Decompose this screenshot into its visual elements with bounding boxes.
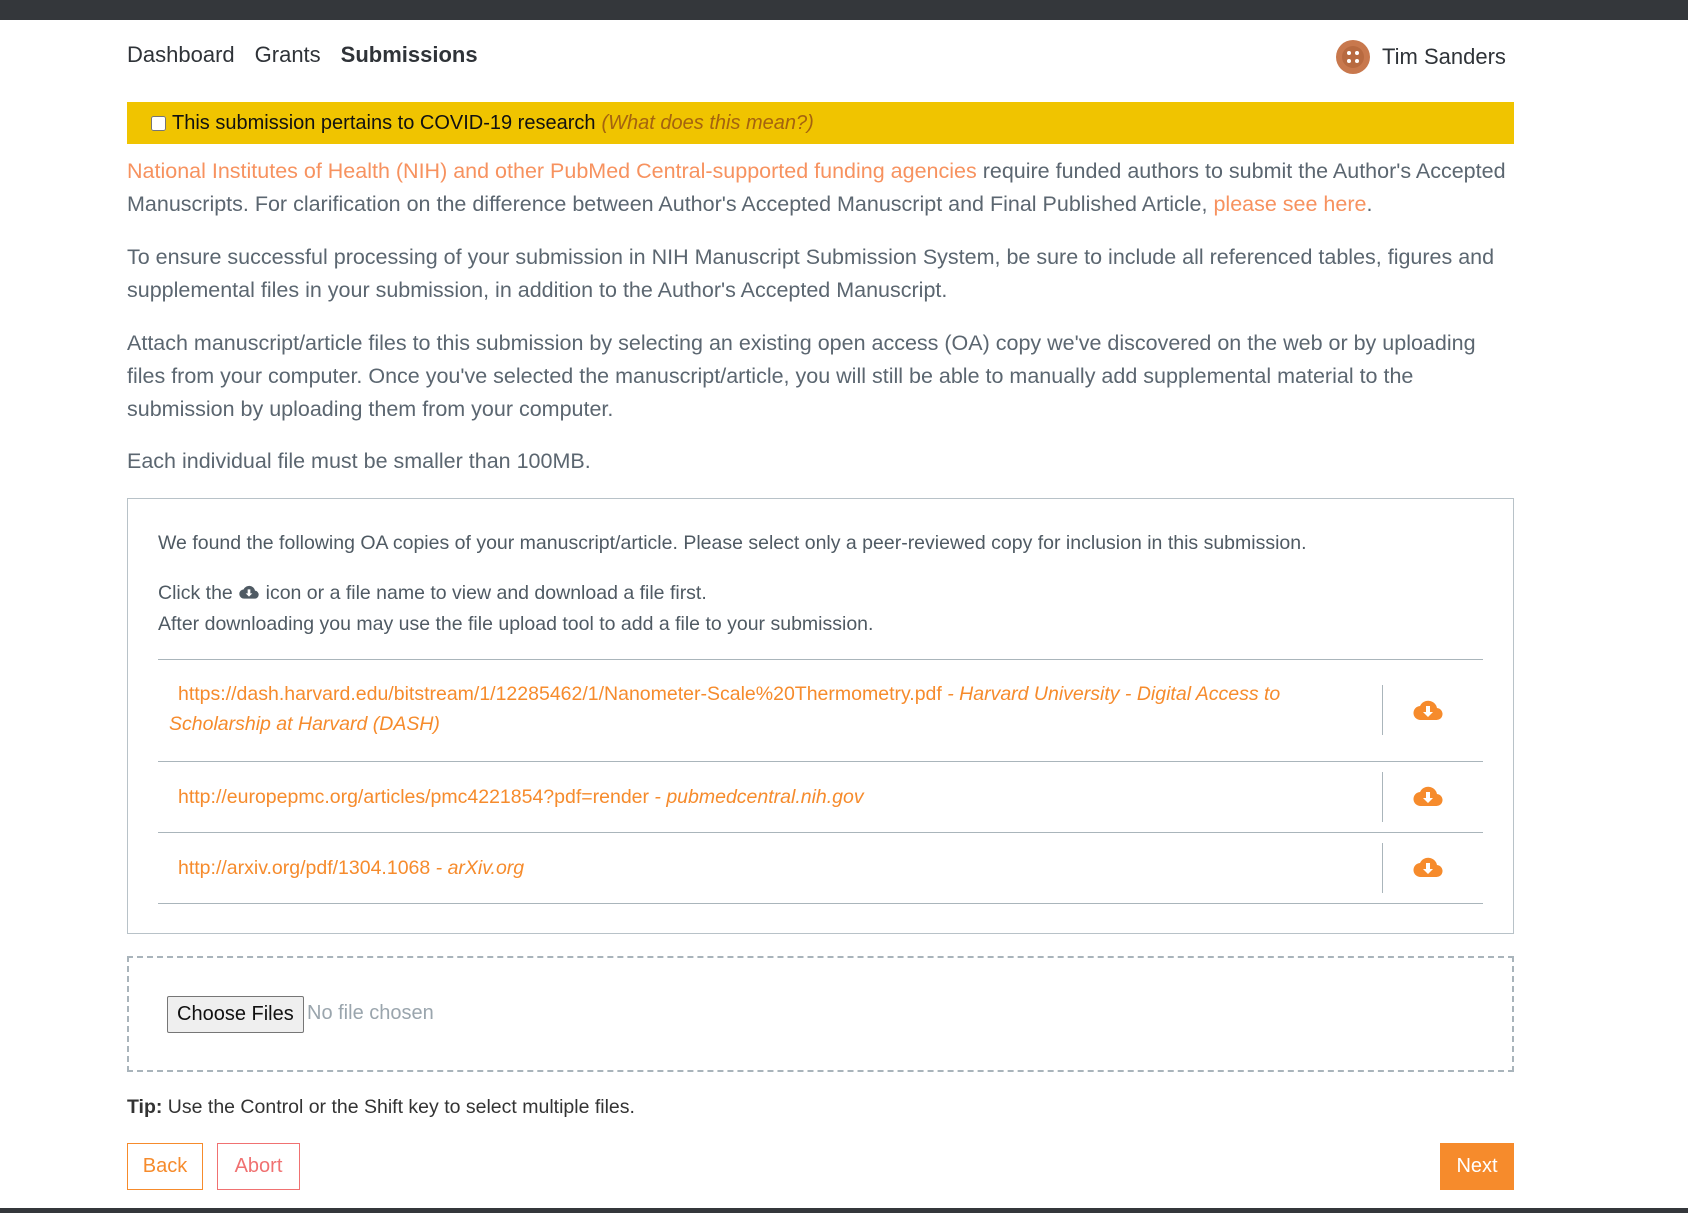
choose-files-button[interactable]: Choose Files [167,996,304,1033]
file-drop-zone[interactable] [127,956,1514,1072]
user-menu[interactable] [1334,38,1506,76]
intro-end: . [1366,192,1373,216]
nih-link[interactable]: National Institutes of Health (NIH) and other PubMed Central-supported funding agencies [127,159,977,183]
file-status: No file chosen [307,1002,434,1024]
tip-text [127,1096,635,1119]
abort-button[interactable]: Abort [217,1143,300,1190]
cloud-download-icon[interactable] [1413,784,1443,808]
oa-file-row [158,660,1483,761]
covid-banner [127,102,1514,144]
covid-checkbox[interactable] [151,116,166,131]
bottom-bar [0,1208,1688,1213]
top-bar [0,0,1688,20]
nav-submissions[interactable]: Submissions [340,42,478,67]
oa-click-text [158,582,707,605]
file-size-note: Each individual file must be smaller than 100MB. [127,449,591,473]
intro-paragraph-3: Attach manuscript/article files to this submission by selecting an existing open access (OA) copy we've discovered on the web or by uploading files from your computer. Once you've selected the manuscript/article, you will still be able to manually add supplemental material to the submission by uploading them from your computer. [127,331,1476,421]
nav-grants[interactable]: Grants [254,42,321,67]
tip-label: Tip: [127,1096,163,1118]
oa-file-link[interactable]: https://dash.harvard.edu/bitstream/1/12285462/1/Nanometer-Scale%20Thermometry.pdf - Harvard University - Digital Access to Scholarship at Harvard (DASH) [169,683,1281,735]
divider [158,903,1483,904]
cloud-download-icon [238,584,260,600]
oa-file-link[interactable]: http://europepmc.org/articles/pmc4221854?pdf=render - pubmedcentral.nih.gov [178,786,864,808]
oa-file-row [158,762,1483,832]
main-nav [127,42,478,68]
separator [1382,685,1383,735]
covid-label: This submission pertains to COVID-19 research [172,111,596,134]
intro-text: require funded authors to submit the Author's Accepted Manuscripts. For clarification on the difference between Author's Accepted Manuscript and Final Published Article, [127,159,1506,216]
avatar-icon [1334,38,1372,76]
covid-help-link[interactable]: (What does this mean?) [601,111,814,134]
oa-file-link[interactable]: http://arxiv.org/pdf/1304.1068 - arXiv.org [178,857,525,879]
intro-paragraph-1 [127,155,1517,221]
see-here-link[interactable]: please see here [1213,192,1367,216]
oa-copies-panel [127,498,1514,934]
oa-found-text: We found the following OA copies of your manuscript/article. Please select only a peer-reviewed copy for inclusion in this submission. [158,532,1307,554]
back-button[interactable]: Back [127,1143,203,1190]
cloud-download-icon[interactable] [1413,698,1443,722]
click-post: icon or a file name to view and download a file first. [260,582,707,604]
nav-dashboard[interactable]: Dashboard [127,42,235,67]
cloud-download-icon[interactable] [1413,855,1443,879]
user-name: Tim Sanders [1382,44,1506,69]
oa-after-text: After downloading you may use the file upload tool to add a file to your submission. [158,613,874,635]
next-button[interactable]: Next [1440,1143,1514,1190]
oa-file-row [158,833,1483,903]
separator [1382,843,1383,893]
click-pre: Click the [158,582,239,604]
separator [1382,772,1383,822]
intro-paragraph-2: To ensure successful processing of your submission in NIH Manuscript Submission System, be sure to include all referenced tables, figures and supplemental files in your submission, in addition to the Author's Accepted Manuscript. [127,245,1495,302]
tip-body: Use the Control or the Shift key to select multiple files. [162,1096,635,1118]
